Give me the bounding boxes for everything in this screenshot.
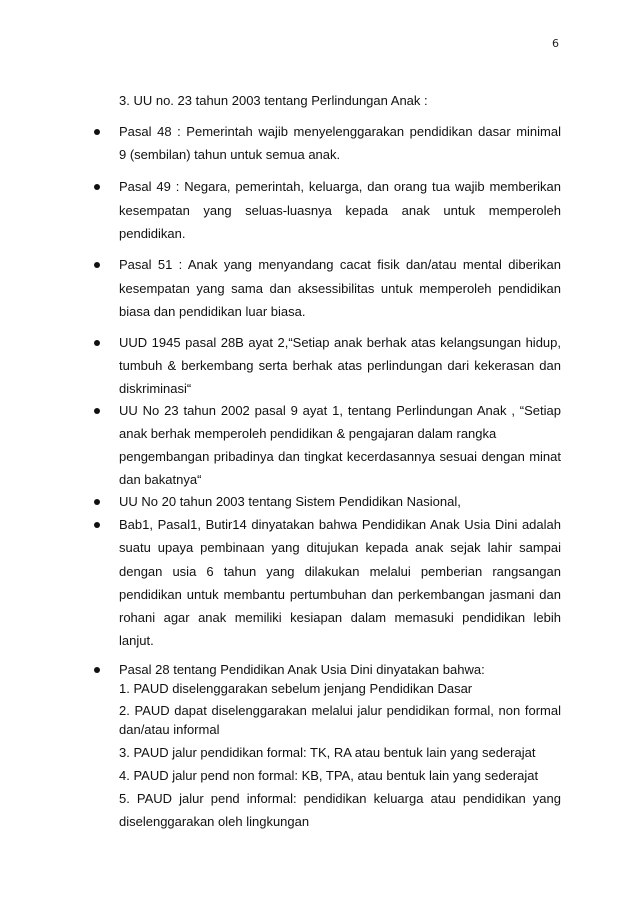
list-item-line: UUD 1945 pasal 28B ayat 2,“Setiap anak berhak atas kelangsungan hidup, xyxy=(119,335,561,350)
section-heading: 3. UU no. 23 tahun 2003 tentang Perlindungan Anak : xyxy=(119,93,428,108)
list-item-line: Bab1, Pasal1, Butir14 dinyatakan bahwa Pendidikan Anak Usia Dini adalah xyxy=(119,517,561,532)
list-item-line: 2. PAUD dapat diselenggarakan melalui jalur pendidikan formal, non formal xyxy=(119,703,561,718)
list-item-line: Pasal 48 : Pemerintah wajib menyelenggarakan pendidikan dasar minimal xyxy=(119,124,561,139)
list-item-line: anak berhak memperoleh pendidikan & pengajaran dalam rangka xyxy=(119,426,497,441)
list-item-line: kesempatan yang seluas-luasnya kepada anak untuk memperoleh xyxy=(119,203,561,218)
list-item-line: pengembangan pribadinya dan tingkat kecerdasannya sesuai dengan minat xyxy=(119,449,561,464)
bullet-icon xyxy=(94,184,100,190)
bullet-icon xyxy=(94,262,100,268)
bullet-icon xyxy=(94,340,100,346)
list-item-line: suatu upaya pembinaan yang ditujukan kepada anak sejak lahir sampai xyxy=(119,540,561,555)
list-item-line: 9 (sembilan) tahun untuk semua anak. xyxy=(119,147,341,162)
page-number: 6 xyxy=(552,37,559,50)
list-item-line: rohani agar anak memiliki kesiapan dalam memasuki pendidikan lebih xyxy=(119,610,561,625)
list-item-line: dengan usia 6 tahun yang dilakukan melalui pemberian rangsangan xyxy=(119,564,561,579)
bullet-icon xyxy=(94,667,100,673)
list-item-line: Pasal 49 : Negara, pemerintah, keluarga, dan orang tua wajib memberikan xyxy=(119,179,561,194)
list-item-line: Pasal 51 : Anak yang menyandang cacat fisik dan/atau mental diberikan xyxy=(119,257,561,272)
list-item-line: lanjut. xyxy=(119,633,154,648)
list-item-line: kesempatan yang sama dan aksessibilitas untuk memperoleh pendidikan xyxy=(119,281,561,296)
bullet-icon xyxy=(94,408,100,414)
list-item-line: pendidikan untuk membantu pertumbuhan dan perkembangan jasmani dan xyxy=(119,587,561,602)
list-item-line: biasa dan pendidikan luar biasa. xyxy=(119,304,306,319)
list-item-line: dan bakatnya“ xyxy=(119,472,202,487)
list-item-line: UU No 20 tahun 2003 tentang Sistem Pendidikan Nasional, xyxy=(119,494,461,509)
bullet-icon xyxy=(94,129,100,135)
list-item-line: 5. PAUD jalur pend informal: pendidikan keluarga atau pendidikan yang xyxy=(119,791,561,806)
list-item-line: pendidikan. xyxy=(119,226,186,241)
list-item-line: UU No 23 tahun 2002 pasal 9 ayat 1, tentang Perlindungan Anak , “Setiap xyxy=(119,403,561,418)
bullet-icon xyxy=(94,499,100,505)
list-item-line: 3. PAUD jalur pendidikan formal: TK, RA atau bentuk lain yang sederajat xyxy=(119,745,536,760)
list-item-line: Pasal 28 tentang Pendidikan Anak Usia Dini dinyatakan bahwa: xyxy=(119,662,485,677)
list-item-line: tumbuh & berkembang serta berhak atas perlindungan dari kekerasan dan xyxy=(119,358,561,373)
bullet-icon xyxy=(94,522,100,528)
list-item-line: diselenggarakan oleh lingkungan xyxy=(119,814,310,829)
list-item-line: 1. PAUD diselenggarakan sebelum jenjang Pendidikan Dasar xyxy=(119,681,473,696)
list-item-line: diskriminasi“ xyxy=(119,381,192,396)
list-item-line: dan/atau informal xyxy=(119,722,220,737)
list-item-line: 4. PAUD jalur pend non formal: KB, TPA, atau bentuk lain yang sederajat xyxy=(119,768,539,783)
